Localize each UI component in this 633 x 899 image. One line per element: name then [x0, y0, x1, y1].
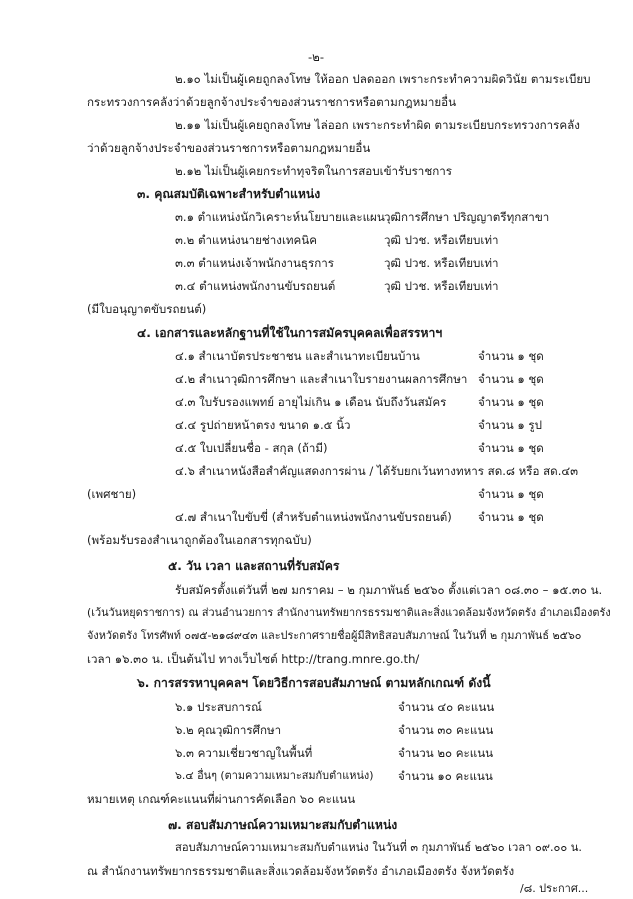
s3-row-2-qualification: วุฒิ ปวช. หรือเทียบเท่า — [384, 233, 499, 247]
s4-item-5-qty: จำนวน ๑ ชุด — [478, 441, 544, 455]
s5-line2: (เว้นวันหยุดราชการ) ณ ส่วนอำนวยการ สำนักงานทรัพยากรธรรมชาติและสิ่งแวดล้อมจังหวัดตรัง อำเภอเมืองตรัง — [87, 606, 611, 619]
s4-item-2-qty: จำนวน ๑ ชุด — [478, 372, 544, 386]
s6-criterion-1-score: จำนวน ๔๐ คะแนน — [398, 700, 495, 714]
item-2-11-line2: ว่าด้วยลูกจ้างประจำของส่วนราชการหรือตามกฎหมายอื่น — [87, 141, 371, 155]
s4-item-2: ๔.๒ สำเนาวุฒิการศึกษา และสำเนาใบรายงานผลการศึกษา — [175, 372, 468, 386]
s5-line4: เวลา ๑๖.๓๐ น. เป็นต้นไป ทางเว็บไซต์ http://trang.mnre.go.th/ — [87, 652, 420, 666]
s3-row-3-qualification: วุฒิ ปวช. หรือเทียบเท่า — [384, 256, 499, 270]
continuation-marker: /๘. ประกาศ... — [520, 882, 589, 895]
item-2-10-line1: ๒.๑๐ ไม่เป็นผู้เคยถูกลงโทษ ให้ออก ปลดออก เพราะกระทำความผิดวินัย ตามระเบียบ — [175, 72, 591, 86]
s3-row-4-position: ๓.๔ ตำแหน่งพนักงานขับรถยนต์ — [175, 279, 336, 293]
s3-license-note: (มีใบอนุญาตขับรถยนต์) — [87, 302, 207, 316]
s3-row-1-qualification: วุฒิการศึกษา ปริญญาตรีทุกสาขา — [384, 210, 550, 224]
s4-item-6-note: (เพศชาย) — [87, 487, 137, 501]
s6-criterion-3: ๖.๓ ความเชี่ยวชาญในพื้นที่ — [175, 746, 313, 760]
s4-item-1: ๔.๑ สำเนาบัตรประชาชน และสำเนาทะเบียนบ้าน — [175, 349, 420, 363]
s4-item-4-qty: จำนวน ๑ รูป — [478, 418, 542, 432]
s5-line1: รับสมัครตั้งแต่วันที่ ๒๗ มกราคม – ๒ กุมภาพันธ์ ๒๕๖๐ ตั้งแต่เวลา ๐๘.๓๐ – ๑๕.๓๐ น. — [175, 583, 603, 597]
s6-criterion-4: ๖.๔ อื่นๆ (ตามความเหมาะสมกับตำแหน่ง) — [175, 769, 374, 782]
s5-line3: จังหวัดตรัง โทรศัพท์ ๐๗๕-๒๑๘๙๔๓ และประกาศรายชื่อผู้มีสิทธิสอบสัมภาษณ์ ในวันที่ ๒ กุมภาพันธ์ ๒๕๖๐ — [87, 629, 582, 642]
s6-criterion-1: ๖.๑ ประสบการณ์ — [175, 700, 262, 714]
section5-heading: ๕. วัน เวลา และสถานที่รับสมัคร — [168, 559, 340, 573]
s4-item-6-line1: ๔.๖ สำเนาหนังสือสำคัญแสดงการผ่าน / ได้รับยกเว้นทางทหาร สด.๘ หรือ สด.๔๓ — [175, 464, 579, 478]
s3-row-3-position: ๓.๓ ตำแหน่งเจ้าพนักงานธุรการ — [175, 256, 334, 270]
item-2-10-line2: กระทรวงการคลังว่าด้วยลูกจ้างประจำของส่วนราชการหรือตามกฎหมายอื่น — [87, 95, 457, 109]
s4-item-3-qty: จำนวน ๑ ชุด — [478, 395, 544, 409]
s7-line2: ณ สำนักงานทรัพยากรธรรมชาติและสิ่งแวดล้อมจังหวัดตรัง อำเภอเมืองตรัง จังหวัดตรัง — [87, 864, 515, 878]
s3-row-2-position: ๓.๒ ตำแหน่งนายช่างเทคนิค — [175, 233, 317, 247]
page-number: -๒- — [308, 50, 325, 64]
s4-item-1-qty: จำนวน ๑ ชุด — [478, 349, 544, 363]
s6-criterion-3-score: จำนวน ๒๐ คะแนน — [398, 746, 494, 760]
s4-item-4: ๔.๔ รูปถ่ายหน้าตรง ขนาด ๑.๕ นิ้ว — [175, 418, 351, 432]
s4-item-3: ๔.๓ ใบรับรองแพทย์ อายุไม่เกิน ๑ เดือน นับถึงวันสมัคร — [175, 395, 447, 409]
s6-remark: หมายเหตุ เกณฑ์คะแนนที่ผ่านการคัดเลือก ๖๐ คะแนน — [87, 792, 356, 806]
s4-item-6-qty: จำนวน ๑ ชุด — [478, 487, 544, 501]
section6-heading: ๖. การสรรหาบุคคลฯ โดยวิธีการสอบสัมภาษณ์ ตามหลักเกณฑ์ ดังนี้ — [137, 676, 491, 690]
section7-heading: ๗. สอบสัมภาษณ์ความเหมาะสมกับตำแหน่ง — [168, 818, 398, 832]
s3-row-4-qualification: วุฒิ ปวช. หรือเทียบเท่า — [384, 279, 499, 293]
s6-criterion-4-score: จำนวน ๑๐ คะแนน — [398, 769, 493, 783]
s7-line1: สอบสัมภาษณ์ความเหมาะสมกับตำแหน่ง ในวันที่ ๓ กุมภาพันธ์ ๒๕๖๐ เวลา ๐๙.๐๐ น. — [175, 841, 582, 854]
section3-heading: ๓. คุณสมบัติเฉพาะสำหรับตำแหน่ง — [137, 187, 321, 201]
s4-item-7-qty: จำนวน ๑ ชุด — [478, 510, 544, 524]
s6-criterion-2-score: จำนวน ๓๐ คะแนน — [398, 723, 494, 737]
s6-criterion-2: ๖.๒ คุณวุฒิการศึกษา — [175, 723, 282, 737]
s4-certify-note: (พร้อมรับรองสำเนาถูกต้องในเอกสารทุกฉบับ) — [87, 533, 312, 547]
s4-item-7: ๔.๗ สำเนาใบขับขี่ (สำหรับตำแหน่งพนักงานขับรถยนต์) — [175, 510, 452, 524]
item-2-11-line1: ๒.๑๑ ไม่เป็นผู้เคยถูกลงโทษ ไล่ออก เพราะกระทำผิด ตามระเบียบกระทรวงการคลัง — [175, 118, 580, 132]
s4-item-5: ๔.๕ ใบเปลี่ยนชื่อ - สกุล (ถ้ามี) — [175, 441, 328, 455]
s3-row-1-position: ๓.๑ ตำแหน่งนักวิเคราะห์นโยบายและแผน — [175, 210, 385, 224]
item-2-12: ๒.๑๒ ไม่เป็นผู้เคยกระทำทุจริตในการสอบเข้ารับราชการ — [175, 164, 452, 178]
section4-heading: ๔. เอกสารและหลักฐานที่ใช้ในการสมัครบุคคลเพื่อสรรหาฯ — [137, 326, 443, 340]
